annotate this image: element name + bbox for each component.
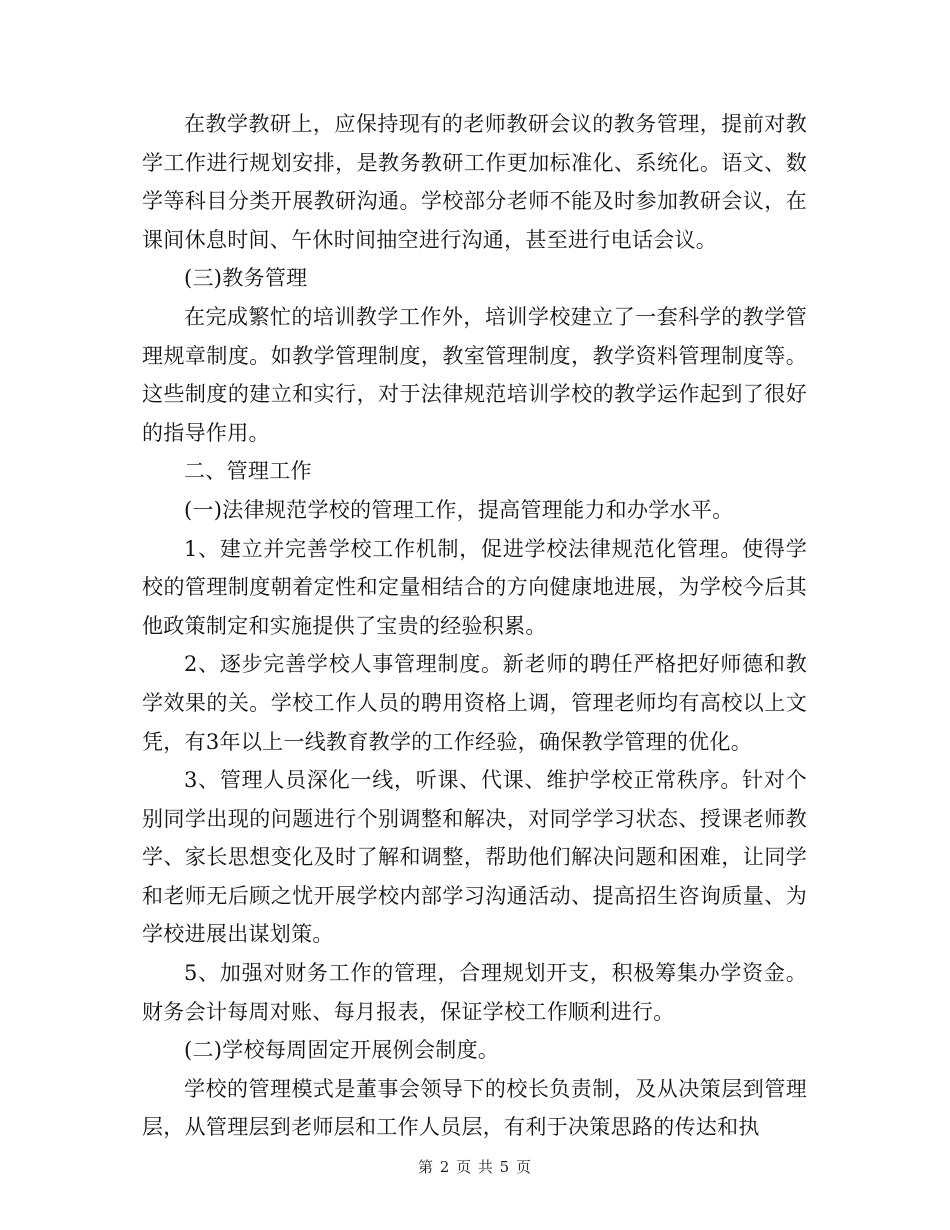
page-number-footer: 第 2 页 共 5 页: [418, 1158, 532, 1176]
paragraph-item-1: 1、建立并完善学校工作机制，促进学校法律规范化管理。使得学校的管理制度朝着定性和定量相结合的方向健康地进展，为学校今后其他政策制定和实施提供了宝贵的经验积累。: [142, 536, 807, 638]
heading-management-work: 二、管理工作: [184, 459, 312, 484]
heading-academic-affairs: (三)教务管理: [184, 266, 308, 291]
paragraph-item-3: 3、管理人员深化一线，听课、代课、维护学校正常秩序。针对个别同学出现的问题进行个别调整和解决，对同学学习状态、授课老师教学、家长思想变化及时了解和调整，帮助他们解决问题和困难，让同学和老师无后顾之忧开展学校内部学习沟通活动、提高招生咨询质量、为学校进展出谋划策。: [142, 768, 807, 947]
paragraph-item-2: 2、逐步完善学校人事管理制度。新老师的聘任严格把好师德和教学效果的关。学校工作人员的聘用资格上调，管理老师均有高校以上文凭，有3年以上一线教育教学的工作经验，确保教学管理的优化。: [142, 652, 807, 754]
heading-weekly-meeting: (二)学校每周固定开展例会制度。: [184, 1038, 500, 1063]
heading-school-management: (一)法律规范学校的管理工作，提高管理能力和办学水平。: [184, 497, 734, 522]
paragraph-management-model: 学校的管理模式是董事会领导下的校长负责制，及从决策层到管理层，从管理层到老师层和工作人员层，有利于决策思路的传达和执: [142, 1076, 807, 1140]
paragraph-academic-rules: 在完成繁忙的培训教学工作外，培训学校建立了一套科学的教学管理规章制度。如教学管理制度，教室管理制度，教学资料管理制度等。这些制度的建立和实行，对于法律规范培训学校的教学运作起到了很好的指导作用。: [142, 304, 807, 445]
paragraph-teaching-research: 在教学教研上，应保持现有的老师教研会议的教务管理，提前对教学工作进行规划安排，是教务教研工作更加标准化、系统化。语文、数学等科目分类开展教研沟通。学校部分老师不能及时参加教研会议，在课间休息时间、午休时间抽空进行沟通，甚至进行电话会议。: [142, 112, 807, 252]
document-body: [142, 105, 807, 1147]
paragraph-item-5: 5、加强对财务工作的管理，合理规划开支，积极筹集办学资金。财务会计每周对账、每月报表，保证学校工作顺利进行。: [142, 961, 807, 1024]
